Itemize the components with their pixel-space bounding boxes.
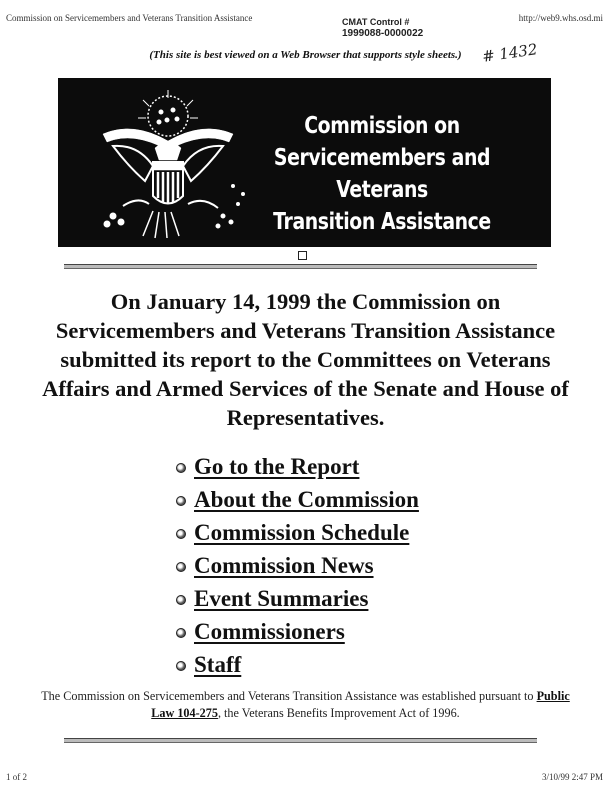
public-law-link[interactable]: Public Law 104-275 [151,689,570,720]
commission-news-link[interactable]: Commission News [194,553,374,578]
nav-item-schedule [176,517,419,550]
banner-title-line1: Commission on [304,113,460,139]
commission-schedule-link[interactable]: Commission Schedule [194,520,410,545]
print-page-number: 1 of 2 [6,772,27,782]
bullet-icon [176,661,186,671]
footer-text-before: The Commission on Servicemembers and Veterans Transition Assistance was established pursuant to [41,689,537,703]
nav-item-events [176,583,419,616]
nav-item-about [176,484,419,517]
footer-text-after: , the Veterans Benefits Improvement Act of 1996. [217,706,460,720]
nav-item-report [176,451,419,484]
handwritten-note: # 1432 [481,40,539,66]
banner-title [243,110,520,238]
bullet-icon [176,463,186,473]
banner [58,78,551,247]
go-to-report-link[interactable]: Go to the Report [194,454,360,479]
horizontal-rule [64,738,537,743]
print-datetime: 3/10/99 2:47 PM [541,772,603,782]
banner-title-line3: Transition Assistance [273,209,491,235]
nav-item-commissioners [176,616,419,649]
staff-link[interactable]: Staff [194,652,242,677]
footer-text [40,688,571,722]
bullet-icon [176,529,186,539]
nav-item-news [176,550,419,583]
bullet-icon [176,595,186,605]
nav-item-staff [176,649,419,682]
cmat-control [342,16,423,40]
eagle-seal-icon [83,86,263,244]
banner-title-line2: Servicemembers and Veterans [273,145,491,203]
about-commission-link[interactable]: About the Commission [194,487,419,512]
bullet-icon [176,628,186,638]
horizontal-rule [64,264,537,269]
bullet-icon [176,562,186,572]
print-header-url: http://web9.whs.osd.mi [518,13,603,23]
nav-link-list [176,451,419,682]
bullet-icon [176,496,186,506]
commissioners-link[interactable]: Commissioners [194,619,345,644]
broken-image-icon [298,251,307,260]
browser-hint: (This site is best viewed on a Web Browser that supports style sheets.) [149,49,462,61]
cmat-number: 1999088-0000022 [342,28,424,39]
announcement-text: On January 14, 1999 the Commission on Servicemembers and Veterans Transition Assistance submitted its report to the Committees on Veterans Affairs and Armed Services of the Senate and House of Representatives. [42,289,569,430]
cmat-label: CMAT Control # [342,17,410,27]
print-header-title: Commission on Servicemembers and Veterans Transition Assistance [6,13,253,23]
event-summaries-link[interactable]: Event Summaries [194,586,369,611]
